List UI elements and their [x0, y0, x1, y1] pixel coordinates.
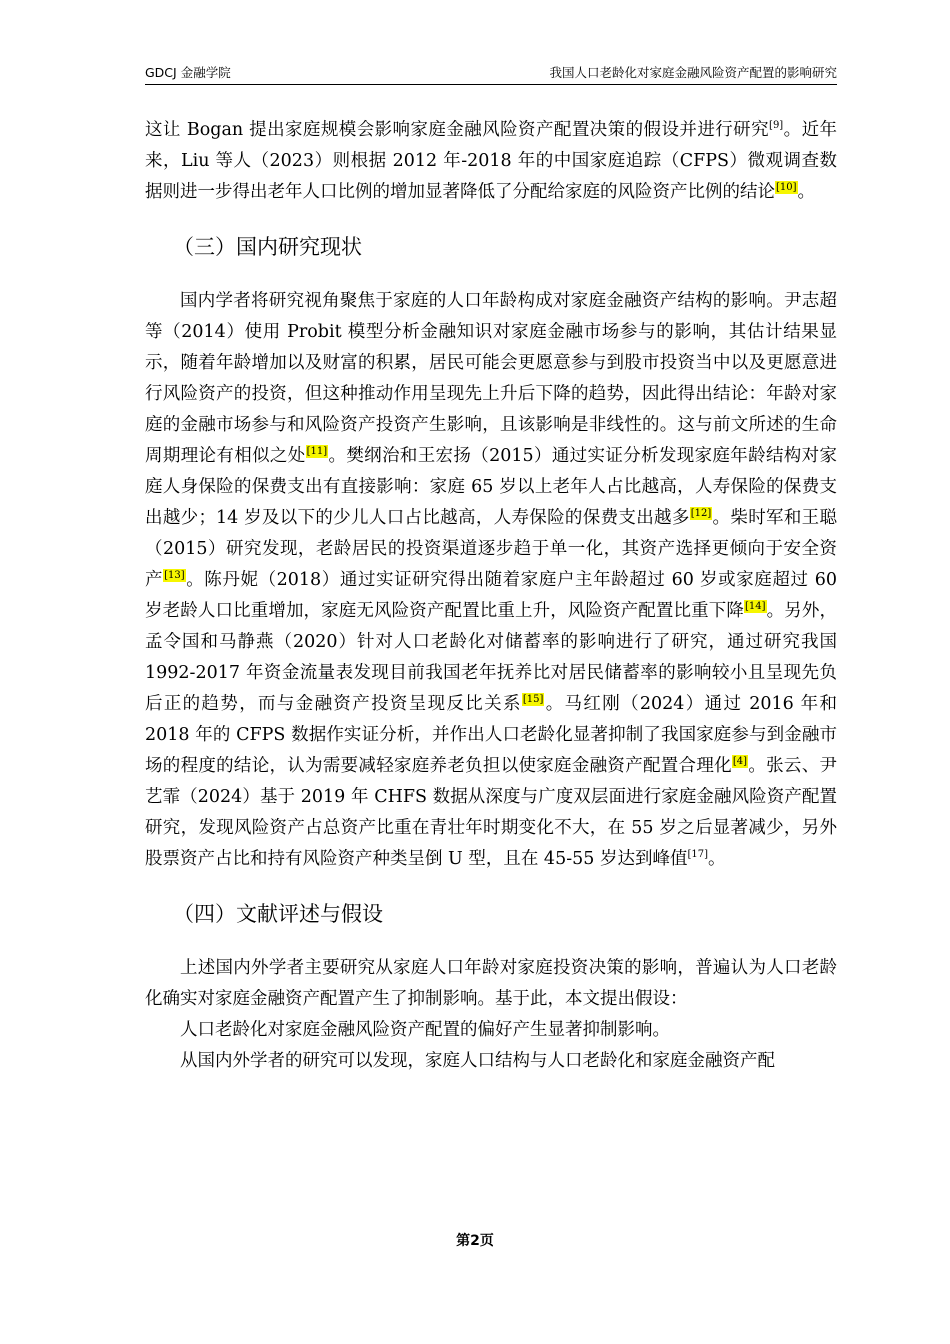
- text-run: 这让 Bogan 提出家庭规模会影响家庭金融风险资产配置决策的假设并进行研究: [145, 120, 770, 140]
- header-title: 我国人口老龄化对家庭金融风险资产配置的影响研究: [549, 65, 837, 80]
- header-school: GDCJ 金融学院: [145, 65, 231, 80]
- text-run: 。陈丹妮（2018）通过实证研究得出随着家庭户主年龄超过 60 岁或家庭超过 60 岁老龄人口比重增加，家庭无风险资产配置比重上升，风险资产配置比重下降: [145, 570, 837, 621]
- paragraph-domestic-research: [145, 286, 837, 875]
- page-header: [145, 62, 837, 85]
- citation-ref-highlighted: [13]: [164, 570, 185, 582]
- paragraph-hypothesis: 人口老龄化对家庭金融风险资产配置的偏好产生显著抑制影响。: [180, 1020, 670, 1040]
- citation-ref: [17]: [687, 849, 708, 861]
- text-run: 。: [707, 849, 726, 869]
- body-content: [145, 115, 837, 1077]
- text-run: 。樊纲治和王宏扬（2015）通过实证分析发现家庭年龄结构对家庭人身保险的保费支出有直接影响：家庭 65 岁以上老年人占比越高，人寿保险的保费支出越少；14 岁及以下的少儿人口占比越高，人寿保险的保费支出越多: [145, 446, 837, 528]
- citation-ref-highlighted: [12]: [690, 508, 712, 520]
- text-run: 。: [797, 182, 816, 202]
- text-run: 。另外，孟令国和马静燕（2020）针对人口老龄化对储蓄率的影响进行了研究，通过研究我国 1992-2017 年资金流量表发现目前我国老年抚养比对居民储蓄率的影响较小且呈现先负后正的趋势，而与金融资产投资呈现反比关系: [145, 601, 838, 714]
- text-run: 国内学者将研究视角聚焦于家庭的人口年龄构成对家庭金融资产结构的影响。尹志超等（2014）使用 Probit 模型分析金融知识对家庭金融市场参与的影响，其估计结果显示，随着年龄增加以及财富的积累，居民可能会更愿意参与到股市投资当中以及更愿意进行风险资产的投资，但这种推动作用呈现先上升后下降的趋势，因此得出结论：年龄对家庭的金融市场参与和风险资产投资产生影响，且该影响是非线性的。这与前文所述的生命周期理论有相似之处: [145, 291, 837, 466]
- citation-ref-highlighted: [15]: [522, 694, 544, 706]
- text-run: 。马红刚（2024）通过 2016 年和 2018 年的 CFPS 数据作实证分析，并作出人口老龄化显著抑制了我国家庭参与到金融市场的程度的结论，认为需要减轻家庭养老负担以使家庭金融资产配置合理化: [145, 694, 837, 776]
- citation-ref: [9]: [769, 120, 784, 132]
- paragraph-next: 从国内外学者的研究可以发现，家庭人口结构与人口老龄化和家庭金融资产配: [180, 1051, 775, 1071]
- text-run: 。张云、尹艺霏（2024）基于 2019 年 CHFS 数据从深度与广度双层面进行家庭金融风险资产配置研究，发现风险资产占总资产比重在青壮年时期变化不大，在 55 岁之后显著减少，另外股票资产占比和持有风险资产种类呈倒 U 型，且在 45-55 岁达到峰值: [145, 756, 838, 869]
- page-number: 第2页: [456, 1233, 494, 1249]
- citation-ref-highlighted: [10]: [776, 182, 797, 194]
- section-heading-review: （四）文献评述与假设: [173, 902, 383, 926]
- text-run: 。近年来，Liu 等人（2023）则根据 2012 年-2018 年的中国家庭追踪（CFPS）微观调查数据则进一步得出老年人口比例的增加显著降低了分配给家庭的风险资产比例的结论: [145, 120, 838, 202]
- citation-ref-highlighted: [14]: [745, 601, 766, 613]
- citation-ref-highlighted: [11]: [306, 446, 328, 458]
- section-heading-domestic: （三）国内研究现状: [173, 235, 362, 259]
- text-run: 。柴时军和王聪（2015）研究发现，老龄居民的投资渠道逐步趋于单一化，其资产选择更倾向于安全资产: [145, 508, 837, 590]
- paragraph-review: 上述国内外学者主要研究从家庭人口年龄对家庭投资决策的影响，普遍认为人口老龄化确实对家庭金融资产配置产生了抑制影响。基于此，本文提出假设：: [145, 958, 837, 1009]
- citation-ref-highlighted: [4]: [732, 756, 748, 768]
- paragraph-continued: [145, 115, 837, 208]
